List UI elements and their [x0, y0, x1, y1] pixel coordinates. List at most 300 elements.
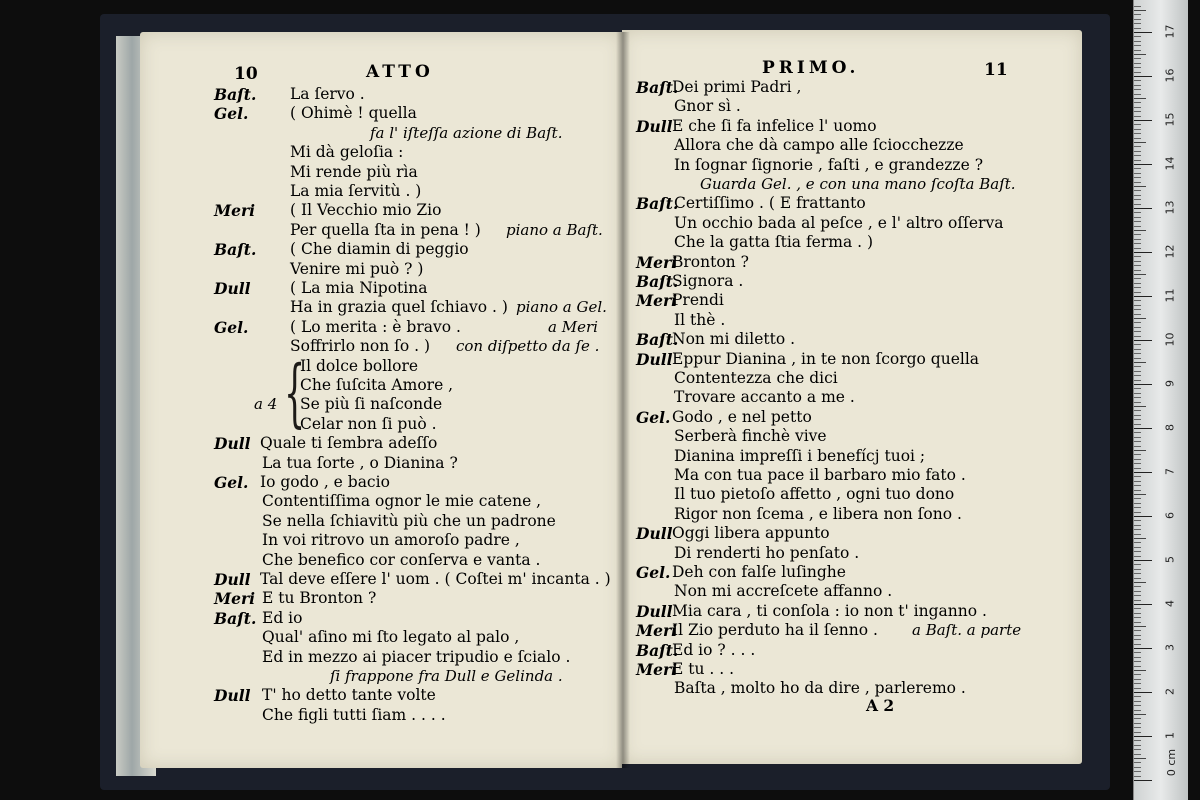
verse-line: Signora .: [672, 272, 744, 290]
ruler-tick: [1134, 120, 1152, 121]
ruler-tick: [1134, 481, 1141, 482]
verse-line: Contentezza che dici: [674, 369, 838, 387]
ruler-tick: [1134, 525, 1141, 526]
ruler-tick: [1134, 410, 1141, 411]
ruler-tick: [1134, 80, 1141, 81]
ruler-tick: [1134, 564, 1141, 565]
verse-line: Tal deve eſſere l' uom . ( Coſtei m' incanta . ): [260, 570, 611, 588]
ruler-tick: [1134, 758, 1146, 759]
verse-line: Il dolce bollore: [300, 356, 419, 375]
ruler-tick: [1134, 50, 1141, 51]
ruler-tick: [1134, 613, 1141, 614]
ruler-tick: [1134, 644, 1141, 645]
ruler-tick: [1134, 701, 1141, 702]
ruler-tick: [1134, 353, 1141, 354]
ruler-number: 7: [1163, 468, 1177, 475]
ruler-tick: [1134, 714, 1146, 715]
ruler-number: 12: [1163, 244, 1177, 259]
speaker-name: Dull: [214, 686, 251, 706]
ruler-tick: [1134, 534, 1141, 535]
catchword: A 2: [866, 696, 895, 715]
ruler-tick: [1134, 639, 1141, 640]
verse-line: Contentiſſima ognor le mie catene ,: [262, 492, 542, 511]
ruler-tick: [1134, 388, 1141, 389]
ruler-tick: [1134, 600, 1141, 601]
ruler-tick: [1134, 538, 1146, 539]
ruler-tick: [1134, 63, 1141, 64]
verse-line: T' ho detto tante volte: [262, 686, 436, 705]
ruler-tick: [1134, 670, 1146, 671]
ruler-tick: [1134, 195, 1141, 196]
verse-line: Ed io ? . . .: [672, 640, 756, 659]
ruler-tick: [1134, 14, 1141, 15]
verse-line: Quale ti ſembra adeſſo: [260, 434, 438, 453]
ruler-tick: [1134, 754, 1141, 755]
speaker-name: Baſt.: [636, 78, 679, 97]
ruler-tick: [1134, 146, 1141, 147]
ruler-tick: [1134, 221, 1141, 222]
speaker-name: Dull: [214, 570, 251, 589]
speaker-name: Baſt.: [636, 330, 679, 350]
ruler-tick: [1134, 516, 1152, 517]
ruler-number: 17: [1163, 24, 1177, 39]
verse-line: Non mi accreſcete affanno .: [674, 582, 893, 601]
ruler-tick: [1134, 155, 1141, 156]
right-page-number: 11: [984, 60, 1008, 80]
speaker-name: Baſt.: [214, 85, 257, 104]
speaker-name: Dull: [636, 601, 673, 621]
ruler-tick: [1134, 657, 1141, 658]
ruler-tick: [1134, 336, 1141, 337]
verse-line: Soffrirlo non ſo . ): [290, 337, 431, 356]
ruler-tick: [1134, 318, 1146, 319]
verse-line: Mi rende più rìa: [290, 162, 418, 181]
ruler-tick: [1134, 6, 1141, 7]
ruler-tick: [1134, 547, 1141, 548]
ruler-tick: [1134, 485, 1141, 486]
verse-line: Di renderti ho penſato .: [674, 543, 860, 562]
ruler-tick: [1134, 230, 1146, 231]
verse-line: Deh con falſe luſinghe: [672, 563, 846, 581]
speaker-name: Meri: [636, 621, 678, 641]
ruler-tick: [1134, 358, 1141, 359]
verse-line: Ed in mezzo ai piacer tripudio e ſcialo .: [262, 647, 571, 666]
ruler-tick: [1134, 261, 1141, 262]
speaker-name: Baſt.: [636, 194, 679, 214]
ruler-tick: [1134, 406, 1146, 407]
ruler-tick: [1134, 727, 1141, 728]
ruler-tick: [1134, 780, 1152, 781]
ruler-tick: [1134, 278, 1141, 279]
ruler-tick: [1134, 256, 1141, 257]
ruler-tick: [1134, 582, 1146, 583]
verse-line: ( Lo merita : è bravo .: [290, 317, 461, 336]
ruler-number: 10: [1163, 332, 1177, 347]
ruler-tick: [1134, 776, 1141, 777]
ruler-tick: [1134, 490, 1141, 491]
left-running-head: ATTO: [366, 62, 434, 82]
speaker-name: Baſt.: [214, 240, 257, 260]
ruler-tick: [1134, 28, 1141, 29]
ruler-tick: [1134, 661, 1141, 662]
verse-line: Oggi libera appunto: [672, 524, 830, 543]
ruler-tick: [1134, 349, 1141, 350]
verse-line: E tu Bronton ?: [262, 589, 377, 608]
verse-line: Che figli tutti ſiam . . . .: [262, 705, 446, 724]
ruler-tick: [1134, 692, 1152, 693]
verse-line: Venire mi può ? ): [290, 259, 424, 278]
ruler-tick: [1134, 472, 1152, 473]
ruler-tick: [1134, 507, 1141, 508]
ruler-tick: [1134, 32, 1152, 33]
ruler-tick: [1134, 199, 1141, 200]
ruler-tick: [1134, 402, 1141, 403]
verse-line: Gnor sì .: [674, 97, 741, 116]
ruler-tick: [1134, 468, 1141, 469]
speaker-name: Baſt.: [214, 608, 257, 628]
ruler-number: 14: [1163, 156, 1177, 171]
ruler-tick: [1134, 85, 1141, 86]
speaker-name: Meri: [636, 291, 678, 311]
ruler-tick: [1134, 573, 1141, 574]
ruler-tick: [1134, 287, 1141, 288]
ruler-tick: [1134, 446, 1141, 447]
ruler-tick: [1134, 683, 1141, 684]
speaker-name: Gel.: [214, 104, 249, 124]
ruler-tick: [1134, 36, 1141, 37]
ruler-tick: [1134, 41, 1141, 42]
ruler-number: 5: [1163, 556, 1177, 563]
ruler-tick: [1134, 67, 1141, 68]
ruler-tick: [1134, 54, 1146, 55]
ruler-tick: [1134, 98, 1146, 99]
ruler-number: 4: [1163, 600, 1177, 607]
ruler-tick: [1134, 463, 1141, 464]
ruler-tick: [1134, 380, 1141, 381]
ruler-unit-label: 0 cm: [1165, 748, 1179, 777]
ruler-tick: [1134, 608, 1141, 609]
ruler-tick: [1134, 415, 1141, 416]
verse-line: In ſognar ſignorie , faſti , e grandezze ?: [674, 155, 984, 174]
speaker-name: Dull: [636, 116, 673, 136]
aside-direction: a 4: [254, 395, 278, 414]
ruler-tick: [1134, 626, 1146, 627]
ruler-tick: [1134, 274, 1146, 275]
ruler-tick: [1134, 292, 1141, 293]
ruler-tick: [1134, 529, 1141, 530]
ruler-tick: [1134, 314, 1141, 315]
speaker-name: Gel.: [636, 407, 671, 427]
ruler-tick: [1134, 503, 1141, 504]
ruler-tick: [1134, 710, 1141, 711]
verse-line: Mi dà geloſia :: [290, 143, 404, 162]
speaker-name: Meri: [214, 201, 256, 221]
ruler-tick: [1134, 248, 1141, 249]
ruler-tick: [1134, 556, 1141, 557]
verse-line: Non mi diletto .: [672, 330, 796, 349]
ruler-number: 9: [1163, 380, 1177, 387]
verse-line: Per quella ſta in pena ! ): [290, 220, 481, 239]
speaker-name: Dull: [214, 279, 251, 298]
ruler-tick: [1134, 622, 1141, 623]
ruler-number: 13: [1163, 200, 1177, 215]
ruler-tick: [1134, 617, 1141, 618]
ruler-tick: [1134, 595, 1141, 596]
verse-line: Il tuo pietoſo affetto , ogni tuo dono: [674, 485, 955, 504]
ruler-tick: [1134, 424, 1141, 425]
speaker-name: Dull: [214, 434, 251, 454]
verse-line: Prendi: [672, 291, 724, 310]
ruler-tick: [1134, 208, 1152, 209]
ruler-tick: [1134, 674, 1141, 675]
ruler-tick: [1134, 569, 1141, 570]
ruler-tick: [1134, 10, 1146, 11]
verse-line: Trovare accanto a me .: [674, 388, 855, 407]
ruler-tick: [1134, 604, 1152, 605]
ruler-number: 15: [1163, 112, 1177, 127]
stage-direction: fa l' iſteſſa azione di Baſt.: [370, 123, 563, 142]
ruler-tick: [1134, 696, 1141, 697]
ruler-tick: [1134, 762, 1141, 763]
ruler-tick: [1134, 151, 1141, 152]
verse-line: La ſervo .: [290, 85, 365, 103]
ruler-tick: [1134, 551, 1141, 552]
ruler-tick: [1134, 732, 1141, 733]
ruler-tick: [1134, 58, 1141, 59]
ruler-number: 1: [1163, 732, 1177, 739]
ruler-number: 2: [1163, 688, 1177, 695]
ruler-tick: [1134, 542, 1141, 543]
ruler-number: 16: [1163, 68, 1177, 83]
speaker-name: Meri: [214, 589, 256, 609]
ruler-tick: [1134, 89, 1141, 90]
verse-line: ( Che diamin di peggio: [290, 240, 469, 259]
verse-line: Che ſuſcita Amore ,: [300, 376, 454, 394]
ruler-tick: [1134, 124, 1141, 125]
measuring-ruler: [1133, 0, 1188, 800]
ruler-tick: [1134, 283, 1141, 284]
ruler-tick: [1134, 578, 1141, 579]
ruler-tick: [1134, 586, 1141, 587]
ruler-tick: [1134, 771, 1141, 772]
ruler-tick: [1134, 648, 1152, 649]
ruler-tick: [1134, 476, 1141, 477]
verse-line: Il thè .: [674, 310, 726, 329]
ruler-tick: [1134, 226, 1141, 227]
verse-line: Mia cara , ti conſola : io non t' inganno .: [672, 601, 987, 620]
verse-line: Dianina impreſſi i benefícj tuoi ;: [674, 446, 926, 465]
ruler-number: 3: [1163, 644, 1177, 651]
ruler-tick: [1134, 679, 1141, 680]
verse-line: Se nella ſchiavitù più che un padrone: [262, 511, 556, 530]
aside-direction: piano a Baſt.: [506, 220, 603, 239]
ruler-tick: [1134, 327, 1141, 328]
ruler-tick: [1134, 45, 1141, 46]
ruler-tick: [1134, 362, 1146, 363]
ruler-tick: [1134, 305, 1141, 306]
ruler-tick: [1134, 72, 1141, 73]
ruler-tick: [1134, 718, 1141, 719]
aside-direction: a Meri: [548, 317, 598, 336]
ruler-tick: [1134, 94, 1141, 95]
speaker-name: Meri: [636, 252, 678, 272]
ruler-tick: [1134, 107, 1141, 108]
ruler-tick: [1134, 666, 1141, 667]
ruler-tick: [1134, 129, 1141, 130]
verse-line: Qual' aſino mi ſto legato al palo ,: [262, 628, 520, 647]
ruler-tick: [1134, 459, 1141, 460]
stage-direction: Guarda Gel. , e con una mano ſcoſta Baſt.: [700, 175, 1016, 193]
ruler-tick: [1134, 498, 1141, 499]
ruler-tick: [1134, 243, 1141, 244]
ruler-tick: [1134, 234, 1141, 235]
ruler-tick: [1134, 204, 1141, 205]
verse-line: Un occhio bada al peſce , e l' altro oſſerva: [674, 213, 1004, 232]
aside-direction: a Baſt. a parte: [912, 621, 1022, 640]
left-page-number: 10: [234, 64, 258, 84]
ruler-tick: [1134, 512, 1141, 513]
ruler-tick: [1134, 177, 1141, 178]
speaker-name: Gel.: [214, 473, 249, 492]
verse-line: Il Zio perduto ha il ſenno .: [672, 621, 878, 640]
ruler-tick: [1134, 270, 1141, 271]
verse-line: Dei primi Padri ,: [672, 78, 802, 96]
book-gutter: [616, 32, 630, 768]
aside-direction: con diſpetto da ſe .: [456, 337, 600, 356]
ruler-number: 11: [1163, 288, 1177, 303]
ruler-tick: [1134, 419, 1141, 420]
ruler-tick: [1134, 340, 1152, 341]
verse-line: Celar non ſi può .: [300, 414, 437, 433]
ruler-tick: [1134, 454, 1141, 455]
ruler-tick: [1134, 173, 1141, 174]
ruler-tick: [1134, 133, 1141, 134]
ruler-tick: [1134, 705, 1141, 706]
right-running-head: PRIMO.: [762, 58, 860, 78]
speaker-name: Dull: [636, 524, 673, 544]
speaker-name: Gel.: [636, 563, 671, 582]
ruler-tick: [1134, 160, 1141, 161]
brace-symbol: {: [284, 350, 306, 436]
verse-line: E tu . . .: [672, 660, 735, 678]
speaker-name: Baſt.: [636, 640, 679, 660]
ruler-tick: [1134, 300, 1141, 301]
verse-line: ( Il Vecchio mio Zio: [290, 201, 442, 220]
ruler-tick: [1134, 322, 1141, 323]
verse-line: E che ſi fa infelice l' uomo: [672, 116, 877, 135]
ruler-tick: [1134, 212, 1141, 213]
ruler-tick: [1134, 397, 1141, 398]
ruler-tick: [1134, 142, 1146, 143]
verse-line: Ed io: [262, 608, 303, 627]
verse-line: ( Ohimè ! quella: [290, 104, 417, 123]
ruler-tick: [1134, 560, 1152, 561]
ruler-tick: [1134, 116, 1141, 117]
verse-line: Certiſſimo . ( E frattanto: [674, 194, 866, 213]
ruler-tick: [1134, 138, 1141, 139]
ruler-tick: [1134, 630, 1141, 631]
ruler-tick: [1134, 309, 1141, 310]
ruler-tick: [1134, 182, 1141, 183]
ruler-tick: [1134, 102, 1141, 103]
ruler-tick: [1134, 252, 1152, 253]
ruler-tick: [1134, 767, 1141, 768]
ruler-tick: [1134, 76, 1152, 77]
ruler-tick: [1134, 344, 1141, 345]
ruler-tick: [1134, 375, 1141, 376]
verse-line: La mia ſervitù . ): [290, 182, 422, 200]
ruler-tick: [1134, 331, 1141, 332]
ruler-tick: [1134, 164, 1152, 165]
ruler-tick: [1134, 745, 1141, 746]
ruler-tick: [1134, 652, 1141, 653]
ruler-tick: [1134, 239, 1141, 240]
ruler-tick: [1134, 450, 1146, 451]
aside-direction: piano a Gel.: [516, 298, 607, 317]
ruler-tick: [1134, 265, 1141, 266]
ruler-tick: [1134, 736, 1152, 737]
verse-line: Ha in grazia quel ſchiavo . ): [290, 298, 508, 317]
ruler-number: 6: [1163, 512, 1177, 519]
ruler-tick: [1134, 190, 1141, 191]
ruler-tick: [1134, 635, 1141, 636]
ruler-tick: [1134, 217, 1141, 218]
ruler-tick: [1134, 23, 1141, 24]
speaker-name: Dull: [636, 349, 673, 369]
verse-line: Serberà finchè vive: [674, 427, 827, 446]
verse-line: ( La mia Nipotina: [290, 279, 428, 297]
speaker-name: Baſt.: [636, 272, 679, 291]
ruler-tick: [1134, 19, 1141, 20]
ruler-tick: [1134, 494, 1146, 495]
ruler-tick: [1134, 186, 1146, 187]
verse-line: Ma con tua pace il barbaro mio fato .: [674, 466, 966, 484]
ruler-tick: [1134, 428, 1152, 429]
speaker-name: Meri: [636, 660, 678, 679]
speaker-name: Gel.: [214, 317, 249, 337]
ruler-tick: [1134, 520, 1141, 521]
verse-line: Se più ſi naſconde: [300, 395, 443, 414]
ruler-tick: [1134, 393, 1141, 394]
ruler-tick: [1134, 366, 1141, 367]
verse-line: Baſta , molto ho da dire , parleremo .: [674, 679, 966, 698]
verse-line: Rigor non ſcema , e libera non ſono .: [674, 504, 962, 523]
ruler-tick: [1134, 441, 1141, 442]
ruler-tick: [1134, 384, 1152, 385]
ruler-tick: [1134, 688, 1141, 689]
verse-line: Io godo , e bacio: [260, 473, 390, 491]
verse-line: Bronton ?: [672, 252, 749, 271]
ruler-tick: [1134, 437, 1141, 438]
verse-line: La tua ſorte , o Dianina ?: [262, 453, 458, 472]
verse-line: Che benefico cor conſerva e vanta .: [262, 550, 541, 569]
verse-line: Godo , e nel petto: [672, 407, 812, 426]
ruler-tick: [1134, 432, 1141, 433]
ruler-tick: [1134, 371, 1141, 372]
ruler-tick: [1134, 591, 1141, 592]
verse-line: Eppur Dianina , in te non ſcorgo quella: [672, 349, 980, 368]
ruler-tick: [1134, 111, 1141, 112]
ruler-tick: [1134, 749, 1141, 750]
ruler-tick: [1134, 740, 1141, 741]
verse-line: In voi ritrovo un amoroſo padre ,: [262, 531, 520, 550]
ruler-tick: [1134, 296, 1152, 297]
ruler-number: 8: [1163, 424, 1177, 431]
ruler-tick: [1134, 168, 1141, 169]
verse-line: Che la gatta ſtia ferma . ): [674, 233, 874, 252]
ruler-tick: [1134, 723, 1141, 724]
stage-direction: ſi frappone fra Dull e Gelinda .: [330, 667, 563, 685]
